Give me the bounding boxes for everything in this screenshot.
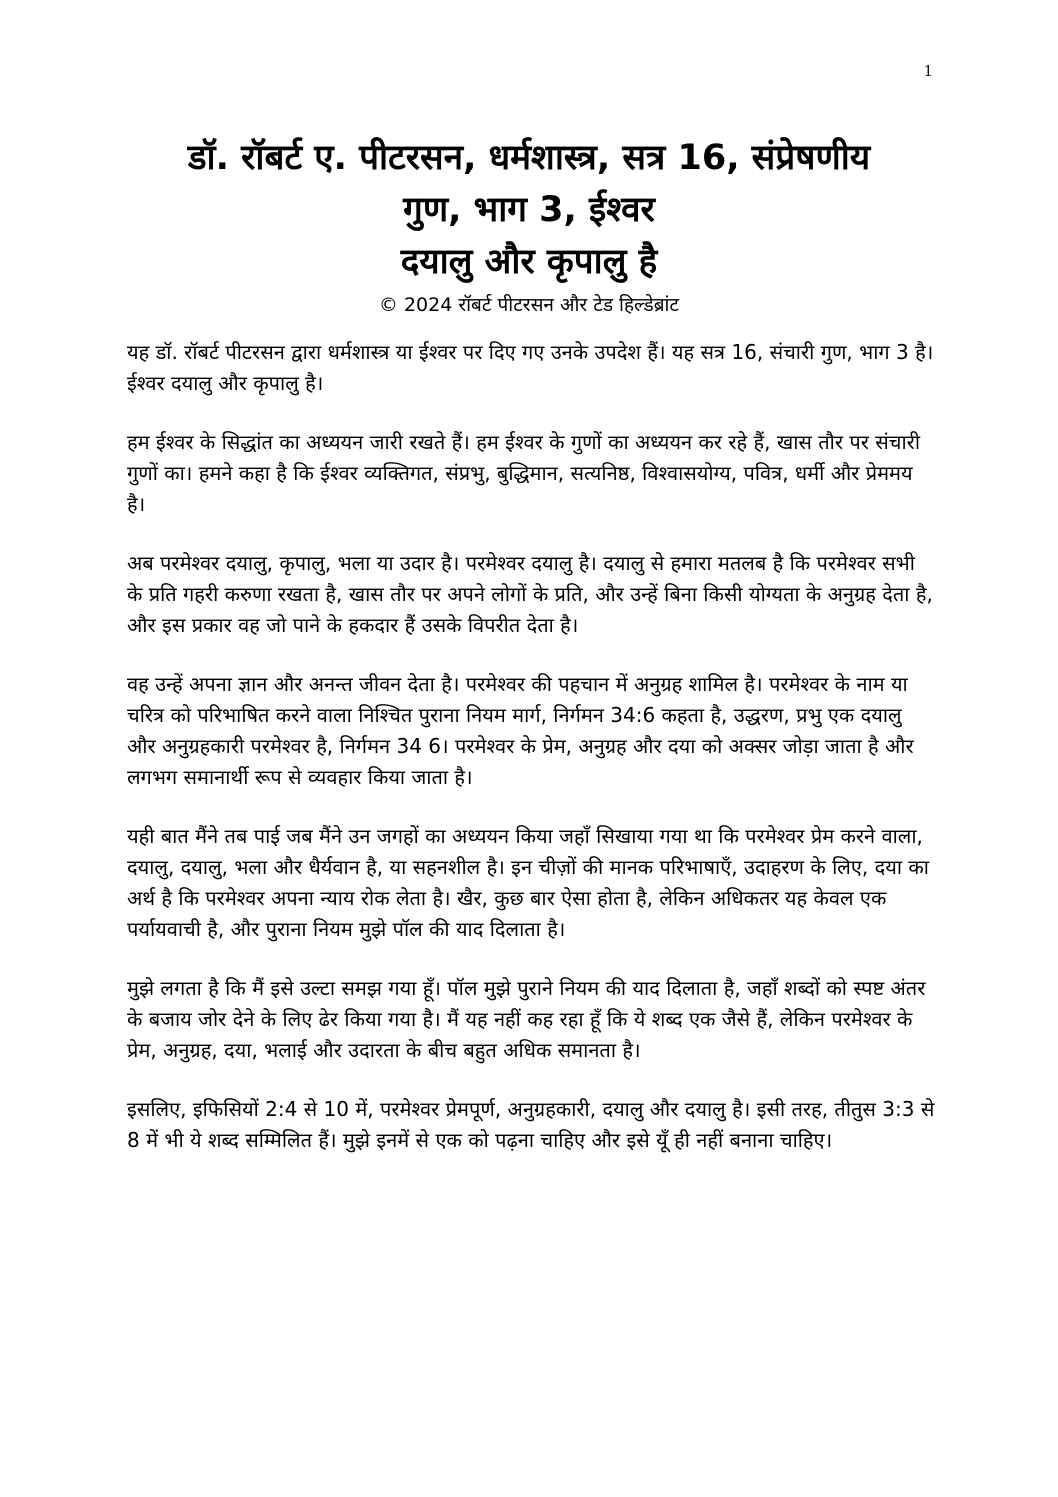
paragraph-6: मुझे लगता है कि मैं इसे उल्टा समझ गया हूँ। पॉल मुझे पुराने नियम की याद दिलाता है, जहाँ शब्दों को स्पष्ट अंतर के बजाय जोर देने के लिए ढेर किया गया है। मैं यह नहीं कह रहा हूँ कि ये शब्द एक जैसे हैं, लेकिन परमेश्वर के प्रेम, अनुग्रह, दया, भलाई और उदारता के बीच बहुत अधिक समानता है। (127, 976, 926, 1062)
paragraph-1: यह डॉ. रॉबर्ट पीटरसन द्वारा धर्मशास्त्र या ईश्वर पर दिए गए उनके उपदेश हैं। यह सत्र 16, संचारी गुण, भाग 3 है। ईश्वर दयालु और कृपालु है। (127, 340, 934, 395)
title-line-2: गुण, भाग 3, ईश्वर (403, 190, 655, 230)
paragraph-3: अब परमेश्वर दयालु, कृपालु, भला या उदार है। परमेश्वर दयालु है। दयालु से हमारा मतलब है कि परमेश्वर सभी के प्रति गहरी करुणा रखता है, खास तौर पर अपने लोगों के प्रति, और उन्हें बिना किसी योग्यता के अनुग्रह देता है, और इस प्रकार वह जो पाने के हकदार हैं उसके विपरीत देता है। (127, 551, 933, 637)
document-body (127, 337, 935, 1184)
document-header (80, 132, 978, 320)
paragraph-2: हम ईश्वर के सिद्धांत का अध्ययन जारी रखते हैं। हम ईश्वर के गुणों का अध्ययन कर रहे हैं, खास तौर पर संचारी गुणों का। हमने कहा है कि ईश्वर व्यक्तिगत, संप्रभु, बुद्धिमान, सत्यनिष्ठ, विश्वासयोग्य, पवित्र, धर्मी और प्रेममय है। (127, 430, 921, 516)
paragraph-4: वह उन्हें अपना ज्ञान और अनन्त जीवन देता है। परमेश्वर की पहचान में अनुग्रह शामिल है। परमेश्वर के नाम या चरित्र को परिभाषित करने वाला निश्चित पुराना नियम मार्ग, निर्गमन 34:6 कहता है, उद्धरण, प्रभु एक दयालु और अनुग्रहकारी परमेश्वर है, निर्गमन 34 6। परमेश्वर के प्रेम, अनुग्रह और दया को अक्सर जोड़ा जाता है और लगभग समानार्थी रूप से व्यवहार किया जाता है। (127, 672, 914, 789)
paragraph-5: यही बात मैंने तब पाई जब मैंने उन जगहों का अध्ययन किया जहाँ सिखाया गया था कि परमेश्वर प्रेम करने वाला, दयालु, दयालु, भला और धैर्यवान है, या सहनशील है। इन चीज़ों की मानक परिभाषाएँ, उदाहरण के लिए, दया का अर्थ है कि परमेश्वर अपना न्याय रोक लेता है। खैर, कुछ बार ऐसा होता है, लेकिन अधिकतर यह केवल एक पर्यायवाची है, और पुराना नियम मुझे पॉल की याद दिलाता है। (127, 824, 929, 941)
page-number: 1 (923, 62, 933, 80)
title-line-3: दयालु और कृपालु है (400, 242, 658, 282)
title-line-1: डॉ. रॉबर्ट ए. पीटरसन, धर्मशास्त्र, सत्र 16, संप्रेषणीय (187, 138, 871, 178)
paragraph-7: इसलिए, इफिसियों 2:4 से 10 में, परमेश्वर प्रेमपूर्ण, अनुग्रहकारी, दयालु और दयालु है। इसी तरह, तीतुस 3:3 से 8 में भी ये शब्द सम्मिलित हैं। मुझे इनमें से एक को पढ़ना चाहिए और इसे यूँ ही नहीं बनाना चाहिए। (127, 1097, 935, 1152)
copyright-line: © 2024 रॉबर्ट पीटरसन और टेड हिल्डेब्रांट (378, 294, 680, 316)
